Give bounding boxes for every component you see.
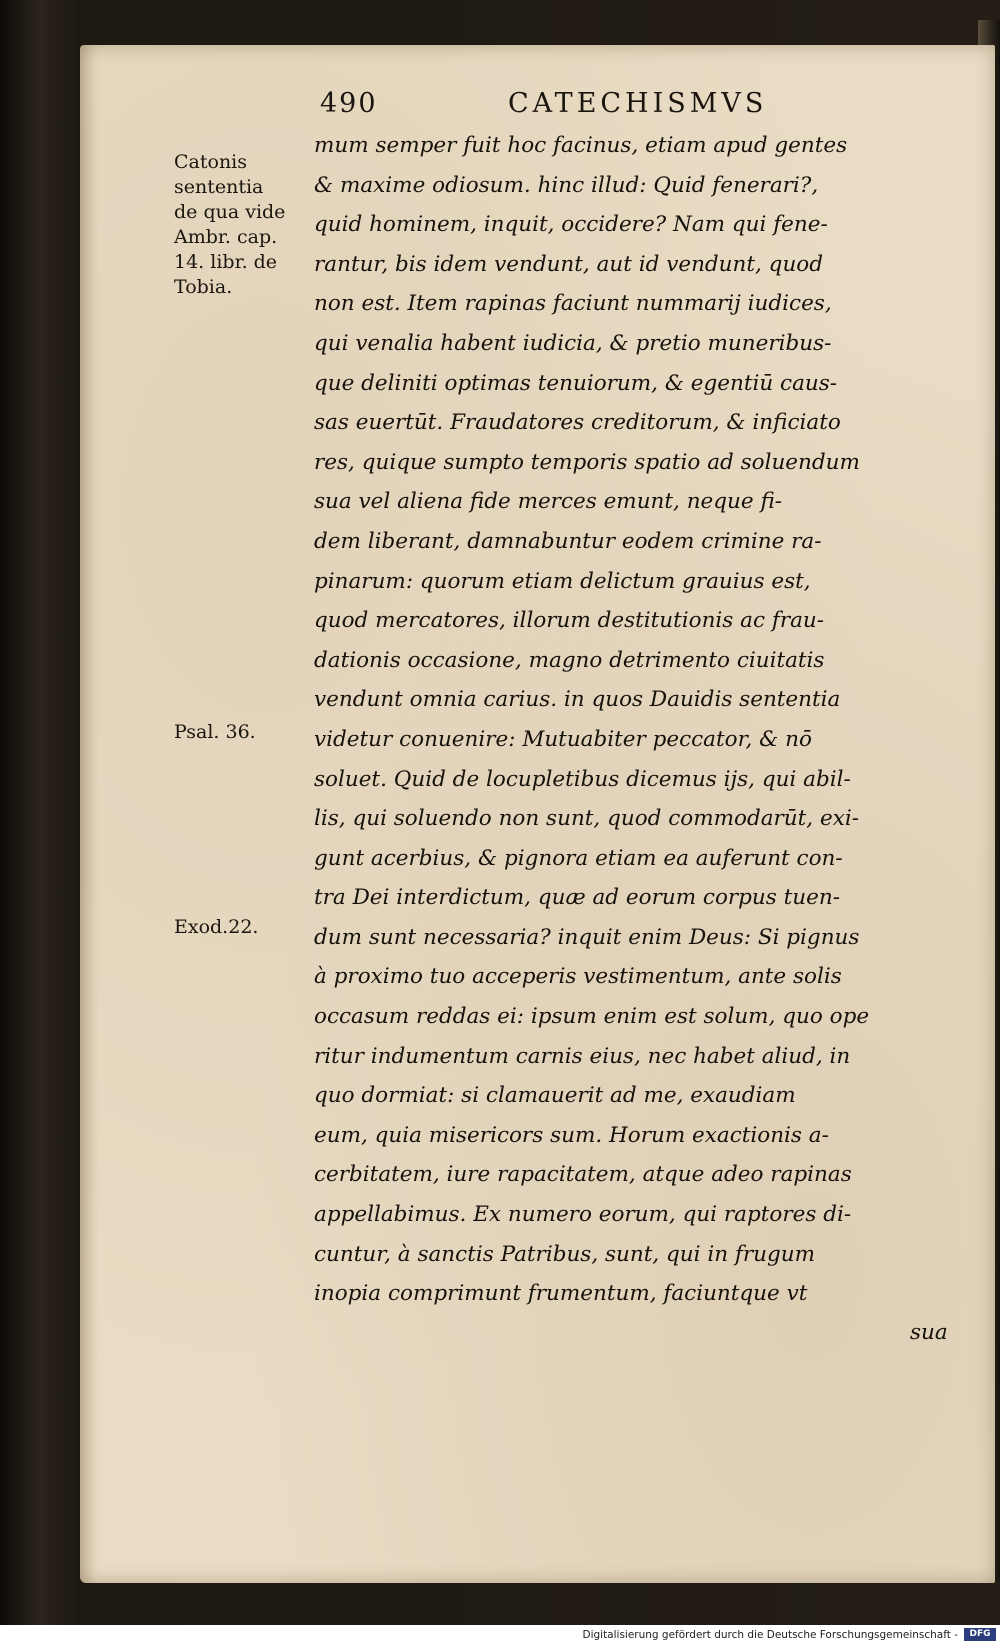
- margin-note-line: de qua vide: [174, 201, 286, 223]
- funding-credit: Digitalisierung gefördert durch die Deutsche Forschungsgemeinschaft -: [582, 1629, 958, 1641]
- margin-note-line: Tobia.: [174, 276, 233, 298]
- text-line: vendunt omnia carius. in quos Dauidis sententia: [314, 687, 841, 713]
- text-line: & maxime odiosum. hinc illud: Quid fenerari?,: [314, 172, 819, 198]
- footer-bar: [0, 1625, 1000, 1645]
- text-line: res, quique sumpto temporis spatio ad soluendum: [314, 449, 860, 475]
- text-line: quo dormiat: si clamauerit ad me, exaudiam: [314, 1083, 796, 1109]
- margin-note-psalm: [174, 720, 309, 745]
- margin-note-exodus: [174, 915, 309, 940]
- text-line: ritur indumentum carnis eius, nec habet aliud, in: [314, 1043, 851, 1069]
- text-line: mum semper fuit hoc facinus, etiam apud gentes: [314, 133, 848, 158]
- text-line: lis, qui soluendo non sunt, quod commodarūt, exi-: [314, 806, 859, 832]
- text-line: cuntur, à sanctis Patribus, sunt, qui in frugum: [314, 1241, 815, 1267]
- running-title: CATECHISMVS: [508, 88, 768, 119]
- text-line: eum, quia misericors sum. Horum exactionis a-: [314, 1122, 829, 1148]
- text-line: dem liberant, damnabuntur eodem crimine ra-: [314, 528, 822, 554]
- text-line: occasum reddas ei: ipsum enim est solum, quo ope: [314, 1004, 870, 1030]
- margin-note-line: Psal. 36.: [174, 721, 256, 743]
- text-line: soluet. Quid de locupletibus dicemus ijs, qui abil-: [314, 766, 851, 792]
- text-line: que deliniti optimas tenuiorum, & egentiū caus-: [314, 370, 838, 396]
- text-line: pinarum: quorum etiam delictum grauius est,: [314, 568, 811, 594]
- page-header: [320, 88, 980, 128]
- text-line: tra Dei interdictum, quæ ad eorum corpus tuen-: [314, 885, 840, 911]
- text-line: dum sunt necessaria? inquit enim Deus: Si pignus: [314, 924, 860, 950]
- margin-note-line: Catonis: [174, 151, 248, 173]
- dfg-logo: DFG: [964, 1628, 996, 1641]
- margin-note-line: 14. libr. de: [174, 251, 278, 273]
- text-line: à proximo tuo acceperis vestimentum, ante solis: [314, 964, 842, 990]
- text-line: videtur conuenire: Mutuabiter peccator, & nō: [314, 726, 812, 752]
- text-line: sas euertūt. Fraudatores creditorum, & inficiato: [314, 410, 841, 436]
- body-text: [314, 126, 984, 1314]
- text-line: inopia comprimunt frumentum, faciuntque vt: [314, 1281, 808, 1307]
- text-line: non est. Item rapinas faciunt nummarij iudices,: [314, 291, 832, 317]
- text-line: dationis occasione, magno detrimento ciuitatis: [314, 647, 825, 673]
- text-line: cerbitatem, iure rapacitatem, atque adeo rapinas: [314, 1162, 852, 1188]
- text-line: quid hominem, inquit, occidere? Nam qui fene-: [314, 212, 828, 238]
- text-line: qui venalia habent iudicia, & pretio muneribus-: [314, 330, 832, 356]
- margin-note-line: Exod.22.: [174, 916, 259, 938]
- text-line: gunt acerbius, & pignora etiam ea auferunt con-: [314, 845, 843, 871]
- text-line: quod mercatores, illorum destitutionis ac frau-: [314, 608, 825, 634]
- margin-note-line: Ambr. cap.: [174, 226, 278, 248]
- text-line: sua vel aliena fide merces emunt, neque fi-: [314, 489, 783, 515]
- text-line: appellabimus. Ex numero eorum, qui raptores di-: [314, 1202, 852, 1228]
- page-number: 490: [320, 88, 378, 119]
- catchword: sua: [910, 1320, 948, 1345]
- margin-note-catonis: [174, 150, 309, 300]
- margin-note-line: sententia: [174, 176, 264, 198]
- text-line: rantur, bis idem vendunt, aut id vendunt, quod: [314, 251, 823, 277]
